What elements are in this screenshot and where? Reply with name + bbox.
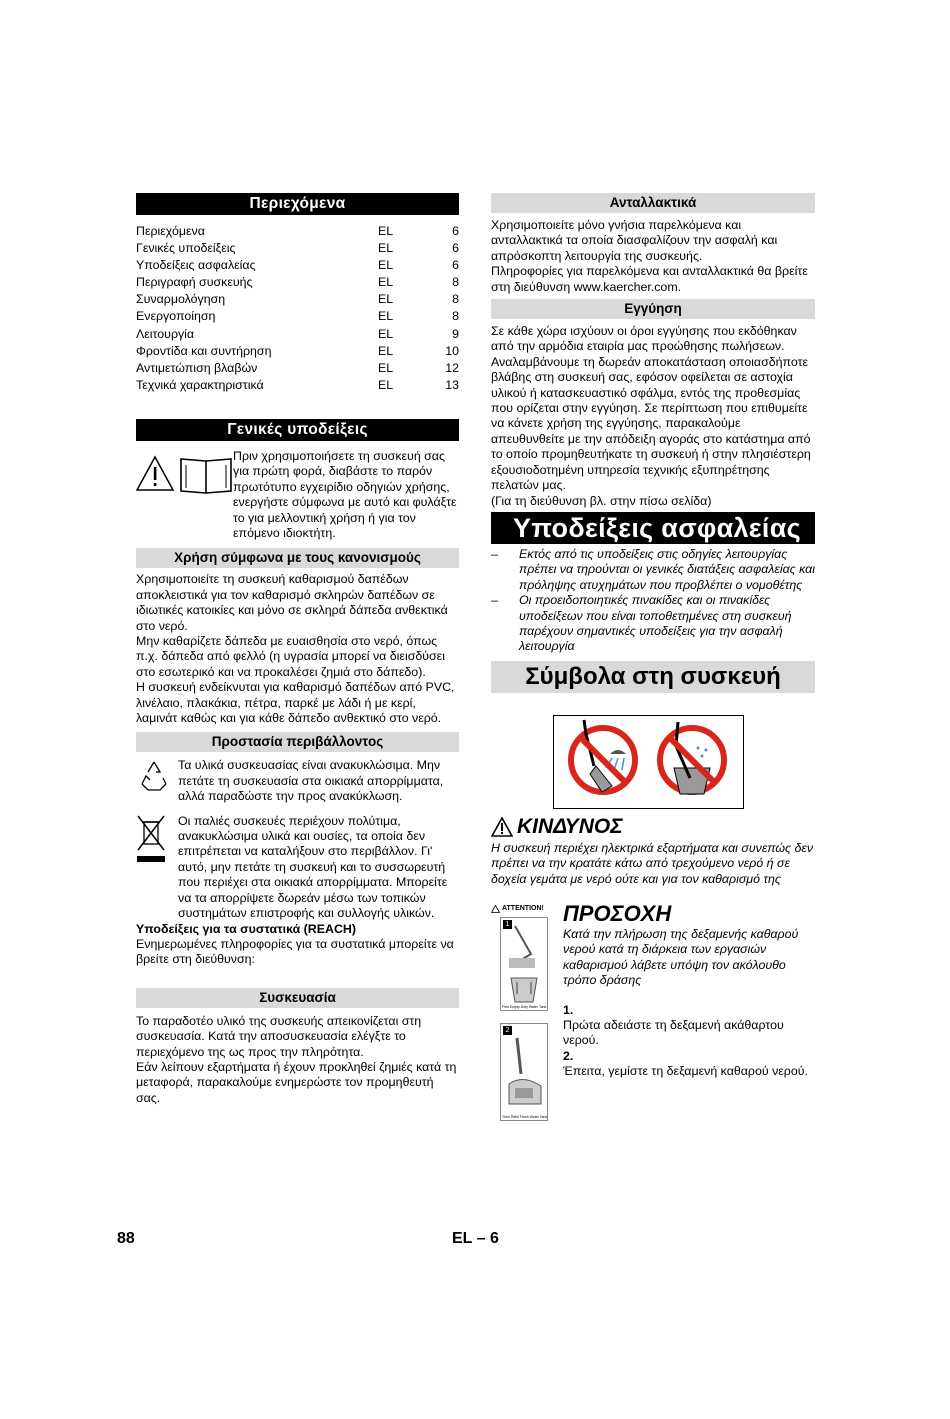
danger-heading-row xyxy=(491,815,815,839)
toc-entry-page: 10 xyxy=(445,343,459,358)
weee-block xyxy=(136,814,459,922)
caution-heading: ΠΡΟΣΟΧΗ xyxy=(563,900,672,926)
general-notes-heading: Γενικές υποδείξεις xyxy=(136,419,459,441)
toc-row xyxy=(136,326,459,343)
prohibition-symbols-figure xyxy=(553,715,744,809)
empty-tank-icon xyxy=(501,918,547,1010)
crossed-bin-icon xyxy=(136,814,166,864)
proper-use-paragraph-3: Η συσκευή ενδείκνυται για καθαρισμό δαπέδων από PVC, λινέλαιο, πλακάκια, πέτρα, παρκέ με λάδι ή με κερί, λαμινάτ καθώς και για κάθε δάπεδο ανθεκτικό στο νερό. xyxy=(136,680,455,726)
reach-text: Ενημερωμένες πληροφορίες για τα συστατικά μπορείτε να βρείτε στη διεύθυνση: xyxy=(136,936,454,967)
toc-entry-lang: EL xyxy=(378,292,394,307)
warranty-paragraph-1: Σε κάθε χώρα ισχύουν οι όροι εγγύησης που εκδόθηκαν από την αρμόδια εταιρία μας προώθησης πωλήσεων. Αναλαμβάνουμε τη δωρεάν αποκατάσταση οποιασδήποτε βλάβης στη συσκευή σας, εφόσον οφείλεται σε αστοχία υλικού ή κατασκευαστικό σφάλμα, εντός της προθεσμίας που ορίζεται στην εγγύηση. Σε περίπτωση που επιθυμείτε να κάνετε χρήση της εγγύησης, παρακαλούμε απευθυνθείτε με την απόδειξη αγοράς στο κατάστημα από το οποίο προμηθευτήκατε τη συσκευή ή στην πλησιέστερη εξουσιοδοτημένη υπηρεσία τεχνικής εξυπηρέτησης πελατών μας. xyxy=(491,324,811,493)
warranty-paragraph-2: (Για τη διεύθυνση βλ. στην πίσω σελίδα) xyxy=(491,493,712,508)
toc-entry-page: 8 xyxy=(452,309,459,324)
spare-parts-heading: Ανταλλακτικά xyxy=(491,193,815,213)
toc-row xyxy=(136,223,459,240)
table-of-contents xyxy=(136,223,459,394)
warning-triangle-icon xyxy=(491,817,513,837)
toc-entry-lang: EL xyxy=(378,326,394,341)
weee-text-start xyxy=(178,814,459,922)
no-shower-icon xyxy=(571,720,635,792)
toc-row xyxy=(136,360,459,377)
proper-use-heading: Χρήση σύμφωνα με τους κανονισμούς xyxy=(136,548,459,568)
weee-icon-wrap xyxy=(136,814,178,922)
left-column xyxy=(136,193,459,1106)
page-number: 88 xyxy=(117,1230,135,1247)
step1-caption: First Empty Dirty Water Tank xyxy=(502,1004,547,1009)
toc-entry-page: 8 xyxy=(452,275,459,290)
toc-entry-lang: EL xyxy=(378,241,394,256)
toc-entry-label: Περιεχόμενα xyxy=(136,224,205,238)
proper-use-paragraph-2: Μην καθαρίζετε δάπεδα με ευαισθησία στο νερό, όπως π.χ. δάπεδα από φελλό (η υγρασία μπορεί να διεισδύσει στο εσωτερικό και να προκαλέσει ζημιά στο δάπεδο). xyxy=(136,634,445,679)
toc-entry-page: 9 xyxy=(452,326,459,341)
recycling-icon xyxy=(136,758,172,794)
spare-parts-paragraph-2: Πληροφορίες για παρελκόμενα και ανταλλακτικά θα βρείτε στη διεύθυνση www.kaercher.com. xyxy=(491,264,808,294)
toc-entry-label: Συναρμολόγηση xyxy=(136,292,226,307)
warning-manual-icons xyxy=(136,449,233,509)
step1-illustration xyxy=(500,917,548,1011)
safety-list-item xyxy=(491,547,815,593)
right-column xyxy=(491,193,815,1121)
recycling-icon-wrap xyxy=(136,758,178,804)
packaging-heading: Συσκευασία xyxy=(136,988,459,1008)
step1-number: 1. xyxy=(563,1002,574,1017)
list-dash: – xyxy=(491,546,498,561)
reach-heading: Υποδείξεις για τα συστατικά (REACH) xyxy=(136,921,356,936)
spare-parts-paragraph-1: Χρησιμοποιείτε μόνο γνήσια παρελκόμενα και ανταλλακτικά τα οποία διασφαλίζουν την ασφαλή και απρόσκοπτη λειτουργία της συσκευής. xyxy=(491,218,778,263)
packaging-paragraph-2: Εάν λείπουν εξαρτήματα ή έχουν προκληθεί ζημιές κατά τη μεταφορά, παρακαλούμε ενημερώστε τον προμηθευτή σας. xyxy=(136,1059,457,1105)
safety-list xyxy=(491,547,815,655)
toc-entry-page: 6 xyxy=(452,241,459,256)
toc-row xyxy=(136,240,459,257)
toc-entry-label: Υποδείξεις ασφαλείας xyxy=(136,258,256,273)
toc-entry-label: Ενεργοποίηση xyxy=(136,309,216,324)
page-code: EL – 6 xyxy=(452,1230,499,1247)
safety-list-item xyxy=(491,593,815,655)
safety-item-text: Εκτός από τις υποδείξεις στις οδηγίες λειτουργίας πρέπει να τηρούνται οι γενικές διατάξεις ασφαλείας και πρόληψης ατυχημάτων που προβλέπει ο νομοθέτης xyxy=(519,546,815,592)
caution-text: Κατά την πλήρωση της δεξαμενής καθαρού νερού κατά τη διάρκεια των εργασιών καθαρισμού λάβετε υπόψη τον ακόλουθο τρόπο δράσης xyxy=(563,926,799,988)
step2-number: 2. xyxy=(563,1048,574,1063)
toc-heading: Περιεχόμενα xyxy=(136,193,459,215)
step2-illustration xyxy=(500,1023,548,1121)
toc-entry-page: 13 xyxy=(445,377,459,392)
toc-row xyxy=(136,343,459,360)
no-water-symbols-icon xyxy=(554,716,743,808)
toc-row xyxy=(136,377,459,394)
step1-text: Πρώτα αδειάστε τη δεξαμενή ακάθαρτου νερού. xyxy=(563,1018,784,1048)
toc-entry-lang: EL xyxy=(378,360,394,375)
no-immersion-icon xyxy=(660,722,724,794)
general-notes-block xyxy=(136,449,459,541)
refill-tank-icon xyxy=(501,1024,547,1120)
warranty-heading: Εγγύηση xyxy=(491,299,815,319)
safety-heading: Υποδείξεις ασφαλείας xyxy=(491,512,815,544)
toc-entry-lang: EL xyxy=(378,275,394,290)
toc-row xyxy=(136,257,459,274)
toc-entry-lang: EL xyxy=(378,309,394,324)
toc-row xyxy=(136,274,459,291)
toc-entry-label: Περιγραφή συσκευής xyxy=(136,275,253,290)
toc-entry-label: Λειτουργία xyxy=(136,326,195,341)
attention-label-row xyxy=(491,905,555,913)
weee-text: Οι παλιές συσκευές περιέχουν πολύτιμα, ανακυκλώσιμα υλικά και ουσίες, τα οποία δεν επιτρέπεται να καταλήξουν στο περιβάλλον. Γι' αυτό, μην πετάτε τη συσκευή και το συσσωρευτή που περιέχει στα οικιακά απορρίμματα. Μπορείτε να τα απορρίψετε δωρεάν μέσω των τοπικών συστημάτων επιστροφής και συλλογής υλικών. xyxy=(178,813,448,921)
toc-entry-label: Αντιμετώπιση βλαβών xyxy=(136,360,258,375)
caution-block xyxy=(491,901,815,1121)
toc-entry-label: Φροντίδα και συντήρηση xyxy=(136,343,272,358)
toc-entry-page: 6 xyxy=(452,258,459,273)
step1-badge: 1 xyxy=(503,920,512,929)
proper-use-paragraph-1: Χρησιμοποιείτε τη συσκευή καθαρισμού δαπέδων αποκλειστικά για τον καθαρισμό σκληρών δαπέδων σε ιδιωτικές κατοικίες και μόνο σε σκληρά δάπεδα ανθεκτικά στο νερό. xyxy=(136,572,448,633)
toc-row xyxy=(136,291,459,308)
toc-entry-lang: EL xyxy=(378,224,394,238)
toc-entry-page: 12 xyxy=(445,360,459,375)
small-warning-icon xyxy=(491,905,500,913)
environment-heading: Προστασία περιβάλλοντος xyxy=(136,732,459,752)
toc-entry-label: Γενικές υποδείξεις xyxy=(136,241,236,256)
list-dash: – xyxy=(491,593,498,608)
step2-caption: Then Refill Fresh Water Tank xyxy=(502,1114,548,1119)
attention-label: ATTENTION! xyxy=(502,905,544,913)
toc-entry-label: Τεχνικά χαρακτηριστικά xyxy=(136,377,264,392)
toc-entry-lang: EL xyxy=(378,377,394,392)
general-notes-text: Πριν χρησιμοποιήσετε τη συσκευή σας για πρώτη φορά, διαβάστε το παρόν πρωτότυπο εγχειρίδιο οδηγιών χρήσης, ενεργήστε σύμφωνα με αυτό και φυλάξτε το για μελλοντική χρήση ή για τον επόμενο ιδιοκτήτη. xyxy=(233,448,457,540)
caution-text-column xyxy=(555,901,815,1121)
toc-entry-lang: EL xyxy=(378,258,394,273)
toc-entry-page: 6 xyxy=(452,224,459,238)
recycling-text: Τα υλικά συσκευασίας είναι ανακυκλώσιμα. Μην πετάτε τη συσκευασία στα οικιακά απορρίμματα, αλλά παραδώστε την προς ανακύκλωση. xyxy=(178,758,444,804)
safety-item-text: Οι προειδοποιητικές πινακίδες και οι πινακίδες υποδείξεων που είναι τοποθετημένες στη συσκευή παρέχουν σημαντικές υποδείξεις για την ασφαλή λειτουργία xyxy=(519,593,792,654)
toc-entry-lang: EL xyxy=(378,343,394,358)
step2-text: Έπειτα, γεμίστε τη δεξαμενή καθαρού νερού. xyxy=(563,1064,808,1079)
recycling-block xyxy=(136,758,459,804)
step2-badge: 2 xyxy=(503,1026,512,1035)
warning-triangle-book-icon xyxy=(136,455,233,495)
symbols-heading: Σύμβολα στη συσκευή xyxy=(491,661,815,693)
toc-entry-page: 8 xyxy=(452,292,459,307)
danger-heading: ΚΙΝΔΥΝΟΣ xyxy=(517,814,623,838)
toc-row xyxy=(136,308,459,325)
caution-illustrations xyxy=(491,901,555,1121)
packaging-paragraph-1: Το παραδοτέο υλικό της συσκευής απεικονίζεται στη συσκευασία. Κατά την αποσυσκευασία ελέγξτε το περιεχόμενο της ως προς την πληρότητα. xyxy=(136,1013,422,1059)
danger-text: Η συσκευή περιέχει ηλεκτρικά εξαρτήματα και συνεπώς δεν πρέπει να την κρατάτε κάτω από τρεχούμενο νερό ή σε δοχεία γεμάτα με νερό ούτε και για τον καθαρισμό της xyxy=(491,840,814,886)
